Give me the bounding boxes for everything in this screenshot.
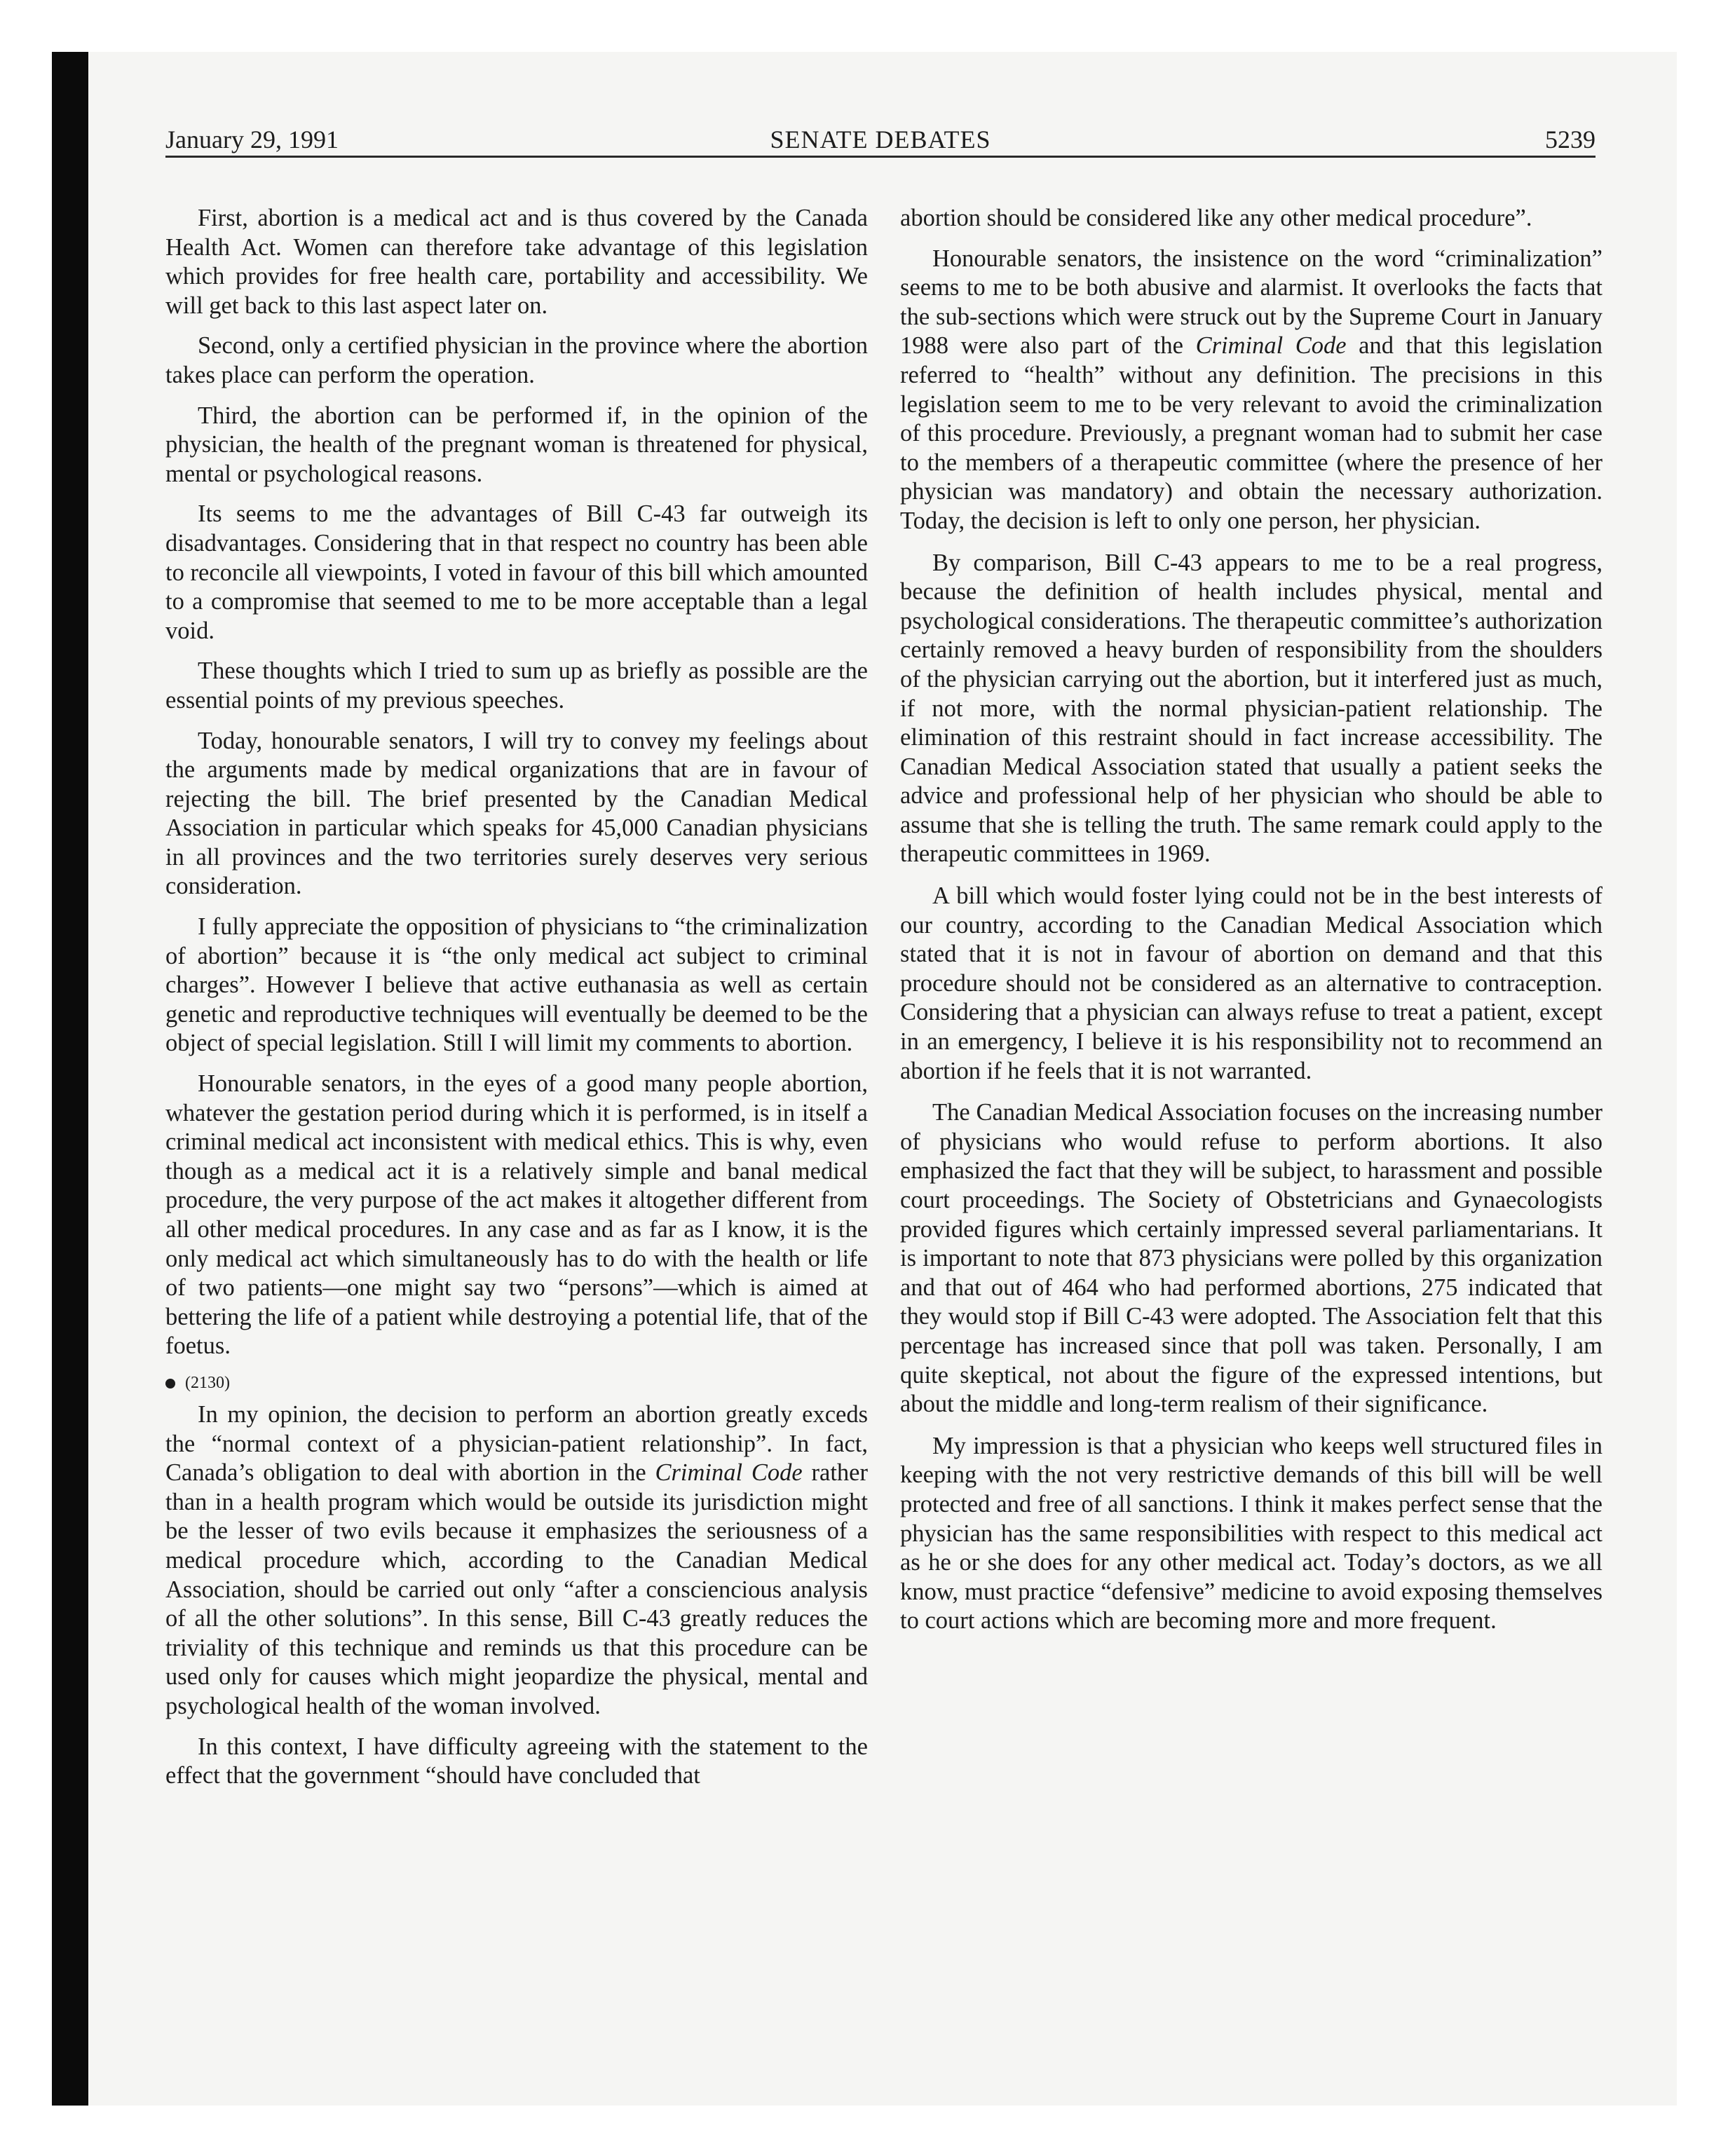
paragraph-text: and that this legislation referred to “health” without any definition. The precisions in this legislation seem to me to be very relevant to avoid the criminalization of this procedure. Previously, a pregnant woman had to submit her case to the members of a therapeutic committee (where the presence of her physician was mandatory) and obtain the necessary authorization. Today, the decision is left to only one person, her physician. — [900, 332, 1603, 534]
paragraph: Its seems to me the advantages of Bill C-43 far outweigh its disadvantages. Considering that in that respect no country has been able to reconcile all viewpoints, I voted in favour of this bill which amounted to a compromise that seemed to me to be more acceptable than a legal void. — [165, 500, 868, 644]
paragraph: My impression is that a physician who keeps well structured files in keeping with the not very restrictive demands of this bill will be well protected and free of all sanctions. I think it makes perfect sense that the physician has the same responsibilities with respect to this medical act as he or she does for any other medical act. Today’s doctors, as we all know, must practice “defensive” medicine to avoid exposing themselves to court actions which are becoming more and more frequent. — [900, 1432, 1603, 1635]
header-date: January 29, 1991 — [165, 125, 339, 153]
paragraph-italic: Criminal Code — [1195, 332, 1347, 360]
paragraph: Today, honourable senators, I will try to convey my feelings about the arguments made by medical organizations that are in favour of rejecting the bill. The brief presented by the Canadian Medical Association in particular which speaks for 45,000 Canadian physicians in all provinces and the two territories surely deserves very serious consideration. — [165, 727, 868, 900]
paragraph: Second, only a certified physician in the province where the abortion takes place can perform the operation. — [165, 332, 868, 388]
paragraph — [165, 1400, 868, 1721]
paragraph: I fully appreciate the opposition of physicians to “the criminalization of abortion” because it is “the only medical act subject to criminal charges”. However I believe that active euthanasia as well as certain genetic and reproductive techniques will eventually be deemed to be the object of special legislation. Still I will limit my comments to abortion. — [165, 913, 868, 1057]
paragraph: The Canadian Medical Association focuses on the increasing number of physicians who would refuse to perform abortions. It also emphasized the fact that they will be subject, to harassment and possible court proceedings. The Society of Obstetricians and Gynaecologists provided figures which certainly impressed several parliamentarians. It is important to note that 873 physicians were polled by this organization and that out of 464 who had performed abortions, 275 indicated that they would stop if Bill C-43 were adopted. The Association felt that this percentage has increased since that poll was taken. Personally, I am quite skeptical, not about the figure of the expressed intentions, but about the middle and long-term realism of their significance. — [900, 1099, 1603, 1418]
header-rule — [165, 156, 1595, 158]
time-marker — [165, 1372, 868, 1393]
paragraph: In this context, I have difficulty agreeing with the statement to the effect that the government “should have concluded that — [165, 1733, 868, 1789]
paragraph: Third, the abortion can be performed if, in the opinion of the physician, the health of the pregnant woman is threatened for physical, mental or psychological reasons. — [165, 402, 868, 487]
paragraph — [900, 245, 1603, 536]
paragraph: By comparison, Bill C-43 appears to me to be a real progress, because the definition of health includes physical, mental and psychological considerations. The therapeutic committee’s authorization certainly removed a heavy burden of responsibility from the shoulders of the physician carrying out the abortion, but it interfered just as much, if not more, with the normal physician-patient relationship. The elimination of this restraint should in fact increase accessibility. The Canadian Medical Association stated that usually a patient seeks the advice and professional help of her physician who should be able to assume that she is telling the truth. The same remark could apply to the therapeutic committees in 1969. — [900, 549, 1603, 868]
paragraph: These thoughts which I tried to sum up as briefly as possible are the essential points of my previous speeches. — [165, 657, 868, 714]
paragraph-italic: Criminal Code — [655, 1459, 803, 1487]
paragraph-continued: abortion should be considered like any other medical procedure”. — [900, 205, 1532, 231]
paragraph-text: Honourable senators, the insistence on the word “criminalization” seems to me to be both abusive and alarmist. It overlooks the facts that the sub-sections which were struck out by the Supreme Court in January 1988 were also part of the — [900, 245, 1603, 360]
paragraph-text: rather than in a health program which would be outside its jurisdiction might be the lesser of two evils because it emphasizes the seriousness of a medical procedure which, according to the Canadian Medical Association, should be carried out only “after a consciencious analysis of all the other solutions”. In this sense, Bill C-43 greatly reduces the triviality of this technique and reminds us that this procedure can be used only for causes which might jeopardize the physical, mental and psychological health of the woman involved. — [165, 1459, 868, 1719]
left-column — [165, 204, 868, 1802]
bullet-icon — [165, 1379, 175, 1389]
paragraph: Honourable senators, in the eyes of a good many people abortion, whatever the gestation period during which it is performed, is in itself a criminal medical act inconsistent with medical ethics. This is why, even though as a medical act it is a relatively simple and banal medical procedure, the very purpose of the act makes it altogether different from all other medical procedures. In any case and as far as I know, it is the only medical act which simultaneously has to do with the health or life of two patients—one might say two “persons”—which is aimed at bettering the life of a patient while destroying a potential life, that of the foetus. — [165, 1070, 868, 1360]
paragraph: First, abortion is a medical act and is thus covered by the Canada Health Act. Women can therefore take advantage of this legislation which provides for free health care, portability and accessibility. We will get back to this last aspect later on. — [165, 205, 868, 319]
scan-edge-bar — [52, 52, 88, 2106]
paragraph: A bill which would foster lying could not be in the best interests of our country, according to the Canadian Medical Association which stated that it is not in favour of abortion on demand and that this procedure should not be considered as an alternative to contraception. Considering that a physician can always refuse to treat a patient, except in an emergency, I believe it is his responsibility not to recommend an abortion if he feels that it is not warranted. — [900, 882, 1603, 1084]
header-page-number: 5239 — [1545, 125, 1595, 153]
paragraph-text: In my opinion, the decision to perform an abortion greatly exceds the “normal context of a physician-patient relationship”. In fact, Canada’s obligation to deal with abortion in the — [165, 1400, 868, 1487]
time-marker-label: (2130) — [185, 1373, 230, 1392]
header-title: SENATE DEBATES — [770, 125, 991, 153]
page-header — [165, 123, 1595, 157]
right-column — [900, 204, 1603, 1647]
